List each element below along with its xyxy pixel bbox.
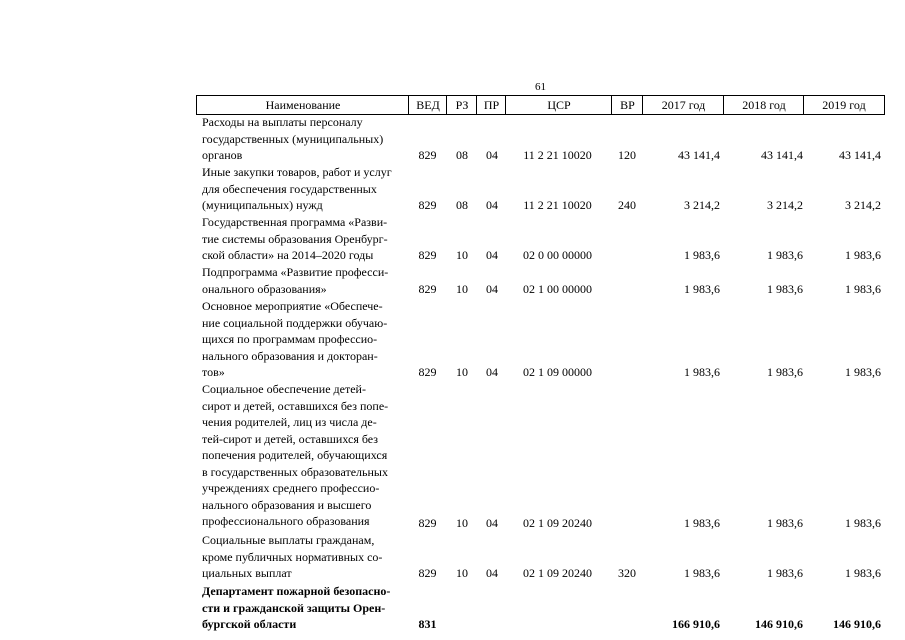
header-pr: ПР — [476, 95, 506, 115]
row-ved: 831 — [418, 617, 437, 631]
header-2017: 2017 год — [642, 95, 724, 115]
header-name: Наименование — [196, 95, 409, 115]
row-pr: 04 — [486, 248, 498, 262]
row-pr: 04 — [486, 365, 498, 379]
row-name: Государственная программа «Разви- тие системы образования Оренбург- ской области» на 2014–2020 годы — [202, 215, 388, 262]
row-name: Расходы на выплаты персоналу государственных (муниципальных) органов — [202, 115, 384, 162]
row-pr: 04 — [486, 198, 498, 212]
row-pr: 04 — [486, 148, 498, 162]
row-2017: 1 983,6 — [684, 365, 720, 379]
row-2019: 146 910,6 — [833, 617, 881, 631]
row-2019: 1 983,6 — [845, 516, 881, 530]
row-2019: 1 983,6 — [845, 566, 881, 580]
row-name: Подпрограмма «Развитие професси- онального образования» — [202, 265, 389, 296]
row-csr: 02 1 09 00000 — [523, 365, 592, 379]
row-pr: 04 — [486, 566, 498, 580]
row-2017: 1 983,6 — [684, 248, 720, 262]
header-csr: ЦСР — [505, 95, 612, 115]
row-ved: 829 — [418, 198, 437, 212]
header-2018: 2018 год — [723, 95, 804, 115]
row-2019: 3 214,2 — [845, 198, 881, 212]
row-rz: 08 — [456, 148, 468, 162]
header-vr: ВР — [611, 95, 643, 115]
row-2018: 1 983,6 — [767, 566, 803, 580]
row-csr: 02 1 09 20240 — [523, 516, 592, 530]
row-pr: 04 — [486, 282, 498, 296]
row-name: Департамент пожарной безопасно- сти и гражданской защиты Орен- бургской области — [202, 584, 391, 631]
header-2019: 2019 год — [803, 95, 885, 115]
row-vr: 120 — [618, 148, 636, 162]
row-2018: 1 983,6 — [767, 248, 803, 262]
row-2019: 1 983,6 — [845, 282, 881, 296]
header-ved: ВЕД — [408, 95, 447, 115]
row-2017: 3 214,2 — [684, 198, 720, 212]
row-vr: 240 — [618, 198, 636, 212]
row-vr: 320 — [618, 566, 636, 580]
row-2018: 1 983,6 — [767, 365, 803, 379]
row-2017: 1 983,6 — [684, 516, 720, 530]
row-ved: 829 — [418, 148, 437, 162]
row-2017: 166 910,6 — [672, 617, 720, 631]
row-2018: 1 983,6 — [767, 282, 803, 296]
row-2018: 1 983,6 — [767, 516, 803, 530]
header-rz: РЗ — [446, 95, 477, 115]
row-ved: 829 — [418, 566, 437, 580]
row-2017: 43 141,4 — [678, 148, 720, 162]
row-ved: 829 — [418, 516, 437, 530]
row-2018: 3 214,2 — [767, 198, 803, 212]
row-2017: 1 983,6 — [684, 282, 720, 296]
row-name: Социальные выплаты гражданам, кроме публичных нормативных со- циальных выплат — [202, 533, 383, 580]
row-csr: 11 2 21 10020 — [523, 198, 592, 212]
row-ved: 829 — [418, 282, 437, 296]
row-2019: 1 983,6 — [845, 248, 881, 262]
row-rz: 10 — [456, 566, 468, 580]
row-rz: 10 — [456, 516, 468, 530]
row-pr: 04 — [486, 516, 498, 530]
row-csr: 11 2 21 10020 — [523, 148, 592, 162]
row-2018: 146 910,6 — [755, 617, 803, 631]
row-2017: 1 983,6 — [684, 566, 720, 580]
row-ved: 829 — [418, 365, 437, 379]
row-2018: 43 141,4 — [761, 148, 803, 162]
row-name: Иные закупки товаров, работ и услуг для обеспечения государственных (муниципальных) нужд — [202, 165, 392, 212]
row-2019: 1 983,6 — [845, 365, 881, 379]
row-name: Основное мероприятие «Обеспече- ние социальной поддержки обучаю- щихся по программам профессио- нального образования и докторан- тов» — [202, 299, 388, 379]
row-rz: 10 — [456, 248, 468, 262]
row-2019: 43 141,4 — [839, 148, 881, 162]
row-csr: 02 1 09 20240 — [523, 566, 592, 580]
row-rz: 10 — [456, 282, 468, 296]
page-number: 61 — [535, 81, 546, 93]
row-csr: 02 0 00 00000 — [523, 248, 592, 262]
row-csr: 02 1 00 00000 — [523, 282, 592, 296]
row-name: Социальное обеспечение детей- сирот и детей, оставшихся без попе- чения родителей, лиц из числа де- тей-сирот и детей, оставшихся без попечения родителей, обучающихся в государственных образовательных учреждениях среднего профессио- нального образования и высшего профессионального образования — [202, 382, 389, 528]
row-ved: 829 — [418, 248, 437, 262]
row-rz: 08 — [456, 198, 468, 212]
row-rz: 10 — [456, 365, 468, 379]
